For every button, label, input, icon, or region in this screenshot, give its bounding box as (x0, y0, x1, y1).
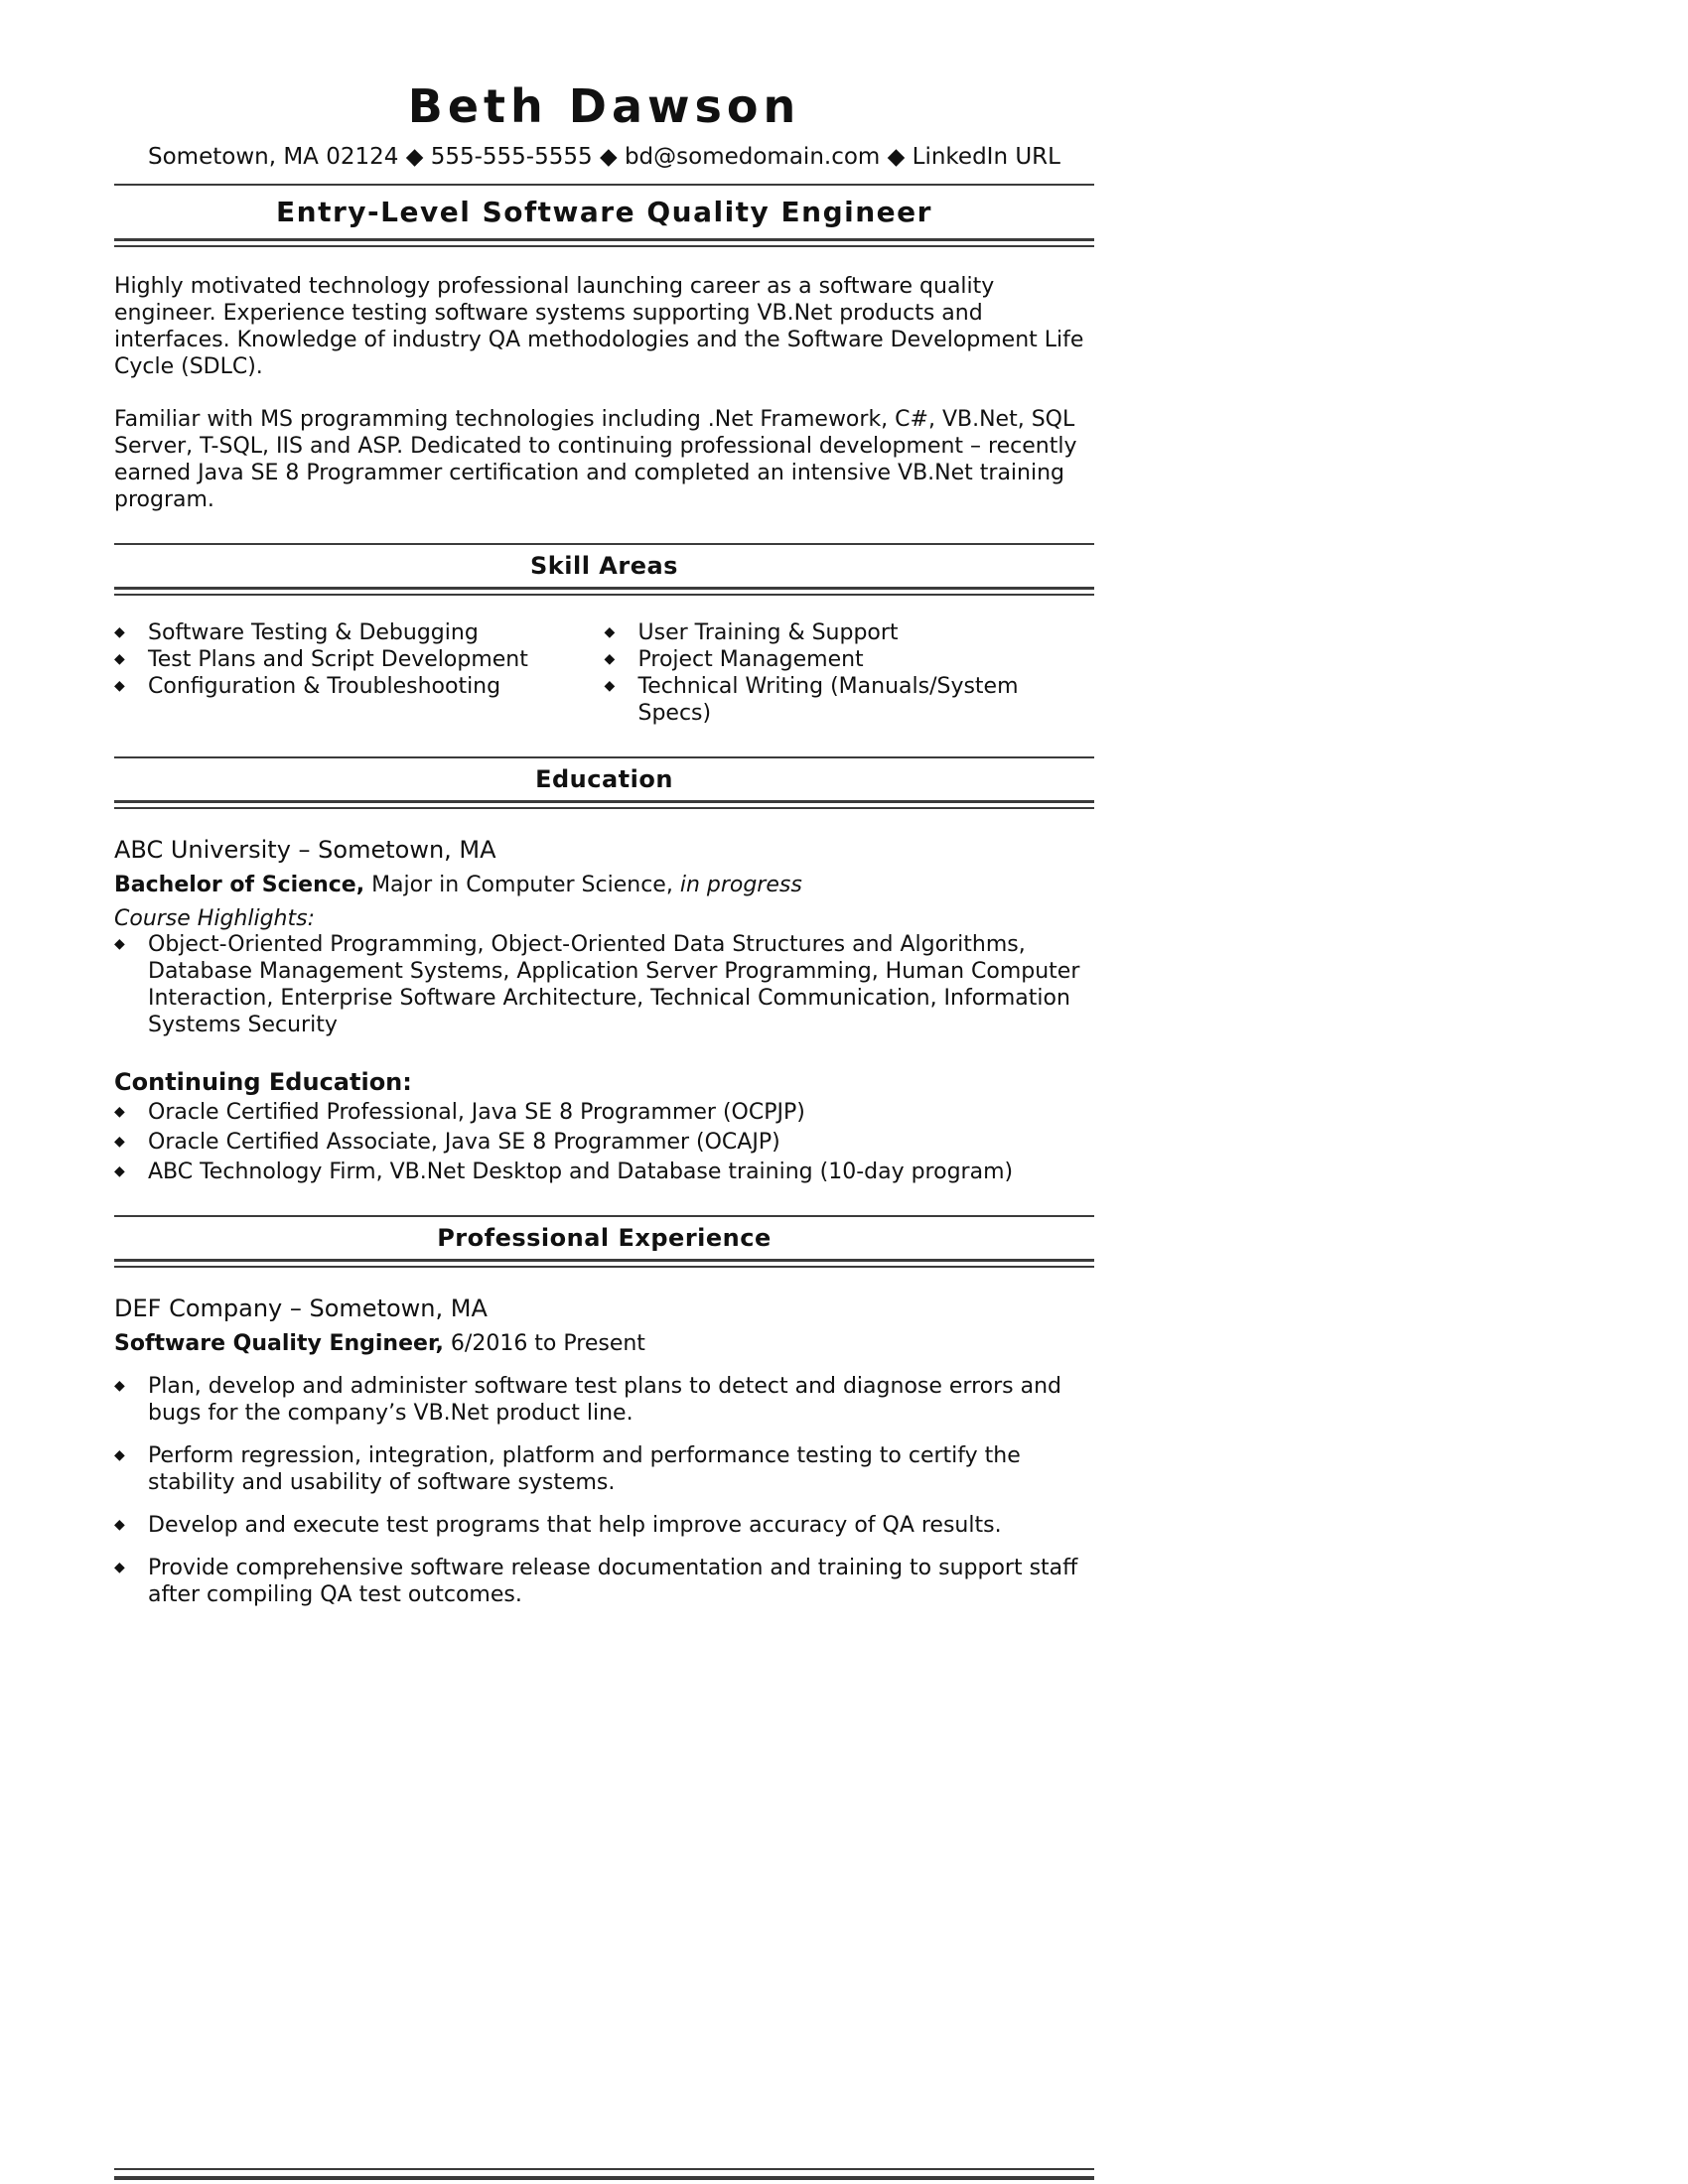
education-school: ABC University – Sometown, MA (114, 835, 496, 864)
experience-bullet-item (114, 1512, 1094, 1539)
experience-bullet-text: Plan, develop and administer software test plans to detect and diagnose errors and bugs for the company’s VB.Net product line. (148, 1373, 1061, 1426)
education-section-header (114, 756, 1094, 809)
skill-item (114, 646, 605, 673)
experience-company: DEF Company – Sometown, MA (114, 1294, 488, 1322)
skill-item (605, 646, 1095, 673)
section-rule-top (114, 1215, 1094, 1217)
diamond-bullet-icon: ◆ (114, 1103, 125, 1120)
skills-right-list (605, 619, 1095, 727)
experience-role-line (114, 1330, 1094, 1357)
resume-content (114, 0, 1094, 1608)
header-divider-rule (114, 184, 1094, 186)
skill-item (605, 619, 1095, 646)
diamond-bullet-icon: ◆ (604, 677, 616, 694)
certification-item (114, 1159, 1094, 1185)
degree-status: in progress (679, 872, 802, 897)
experience-bullet-item (114, 1555, 1094, 1608)
diamond-bullet-icon: ◆ (604, 650, 616, 667)
course-highlights-list (114, 931, 1094, 1038)
skill-label: Project Management (637, 646, 864, 672)
certification-text: ABC Technology Firm, VB.Net Desktop and Database training (10-day program) (148, 1159, 1014, 1184)
skill-item (114, 619, 605, 646)
candidate-name: Beth Dawson (407, 79, 801, 133)
experience-bullet-list (114, 1373, 1094, 1608)
section-rule-top (114, 756, 1094, 758)
bottom-cutoff-rule (114, 2168, 1094, 2180)
degree-name: Bachelor of Science, (114, 872, 365, 897)
certification-text: Oracle Certified Professional, Java SE 8 Programmer (OCPJP) (148, 1099, 805, 1125)
experience-bullet-item (114, 1373, 1094, 1427)
skill-label: Test Plans and Script Development (148, 646, 528, 672)
experience-bullet-text: Perform regression, integration, platform and performance testing to certify the stability and usability of software systems. (148, 1442, 1021, 1495)
education-heading: Education (535, 764, 673, 793)
certification-text: Oracle Certified Associate, Java SE 8 Programmer (OCAJP) (148, 1129, 780, 1155)
section-rule-top (114, 543, 1094, 545)
resume-title: Entry-Level Software Quality Engineer (276, 195, 932, 228)
summary-paragraph-1: Highly motivated technology professional launching career as a software quality engineer. Experience testing software systems supporting VB.Net products and interfaces. Knowledge of industry QA methodologies and the Software Development Life Cycle (SDLC). (114, 273, 1084, 379)
skills-section-header (114, 543, 1094, 596)
skill-label: Configuration & Troubleshooting (148, 673, 501, 699)
skill-label: Technical Writing (Manuals/System Specs) (637, 673, 1019, 726)
degree-major: Major in Computer Science, (364, 872, 680, 897)
experience-bullet-item (114, 1442, 1094, 1496)
skill-label: Software Testing & Debugging (148, 619, 479, 645)
diamond-bullet-icon: ◆ (114, 677, 125, 694)
continuing-education-heading: Continuing Education: (114, 1067, 412, 1096)
diamond-bullet-icon: ◆ (114, 1516, 125, 1533)
course-highlight-text: Object-Oriented Programming, Object-Oriented Data Structures and Algorithms, Database Management Systems, Application Server Programming, Human Computer Interaction, Enterprise Software Architecture, Technical Communication, Information Systems Security (148, 931, 1080, 1037)
skills-columns (114, 619, 1094, 727)
diamond-bullet-icon: ◆ (114, 1559, 125, 1575)
diamond-bullet-icon: ◆ (114, 935, 125, 952)
role-title: Software Quality Engineer, (114, 1330, 444, 1356)
experience-bullet-text: Develop and execute test programs that help improve accuracy of QA results. (148, 1512, 1002, 1538)
section-rule-bottom (114, 587, 1094, 596)
diamond-bullet-icon: ◆ (114, 1446, 125, 1463)
diamond-bullet-icon: ◆ (114, 623, 125, 640)
experience-bullet-text: Provide comprehensive software release documentation and training to support staff after compiling QA test outcomes. (148, 1555, 1078, 1607)
diamond-bullet-icon: ◆ (114, 650, 125, 667)
summary-paragraph-2: Familiar with MS programming technologies including .Net Framework, C#, VB.Net, SQL Server, T-SQL, IIS and ASP. Dedicated to continuing professional development – recently earned Java SE 8 Programmer certification and completed an intensive VB.Net training program. (114, 406, 1077, 512)
skill-item (605, 673, 1095, 727)
skill-label: User Training & Support (637, 619, 899, 645)
contact-line: Sometown, MA 02124 ◆ 555-555-5555 ◆ bd@somedomain.com ◆ LinkedIn URL (148, 143, 1060, 170)
experience-section-header (114, 1215, 1094, 1268)
section-rule-bottom (114, 800, 1094, 809)
resume-header (114, 81, 1094, 247)
experience-heading: Professional Experience (437, 1223, 772, 1252)
diamond-bullet-icon: ◆ (604, 623, 616, 640)
diamond-bullet-icon: ◆ (114, 1133, 125, 1150)
course-highlights-label: Course Highlights: (114, 905, 315, 931)
course-highlight-item (114, 931, 1094, 1038)
diamond-bullet-icon: ◆ (114, 1377, 125, 1394)
skills-heading: Skill Areas (530, 551, 678, 580)
diamond-bullet-icon: ◆ (114, 1162, 125, 1179)
skill-item (114, 673, 605, 700)
role-dates: 6/2016 to Present (443, 1330, 645, 1356)
education-degree-line (114, 872, 1094, 898)
section-rule-bottom (114, 1259, 1094, 1268)
certification-item (114, 1129, 1094, 1156)
skills-left-list (114, 619, 605, 727)
title-divider-rule (114, 238, 1094, 247)
certification-item (114, 1099, 1094, 1126)
continuing-education-list (114, 1099, 1094, 1185)
